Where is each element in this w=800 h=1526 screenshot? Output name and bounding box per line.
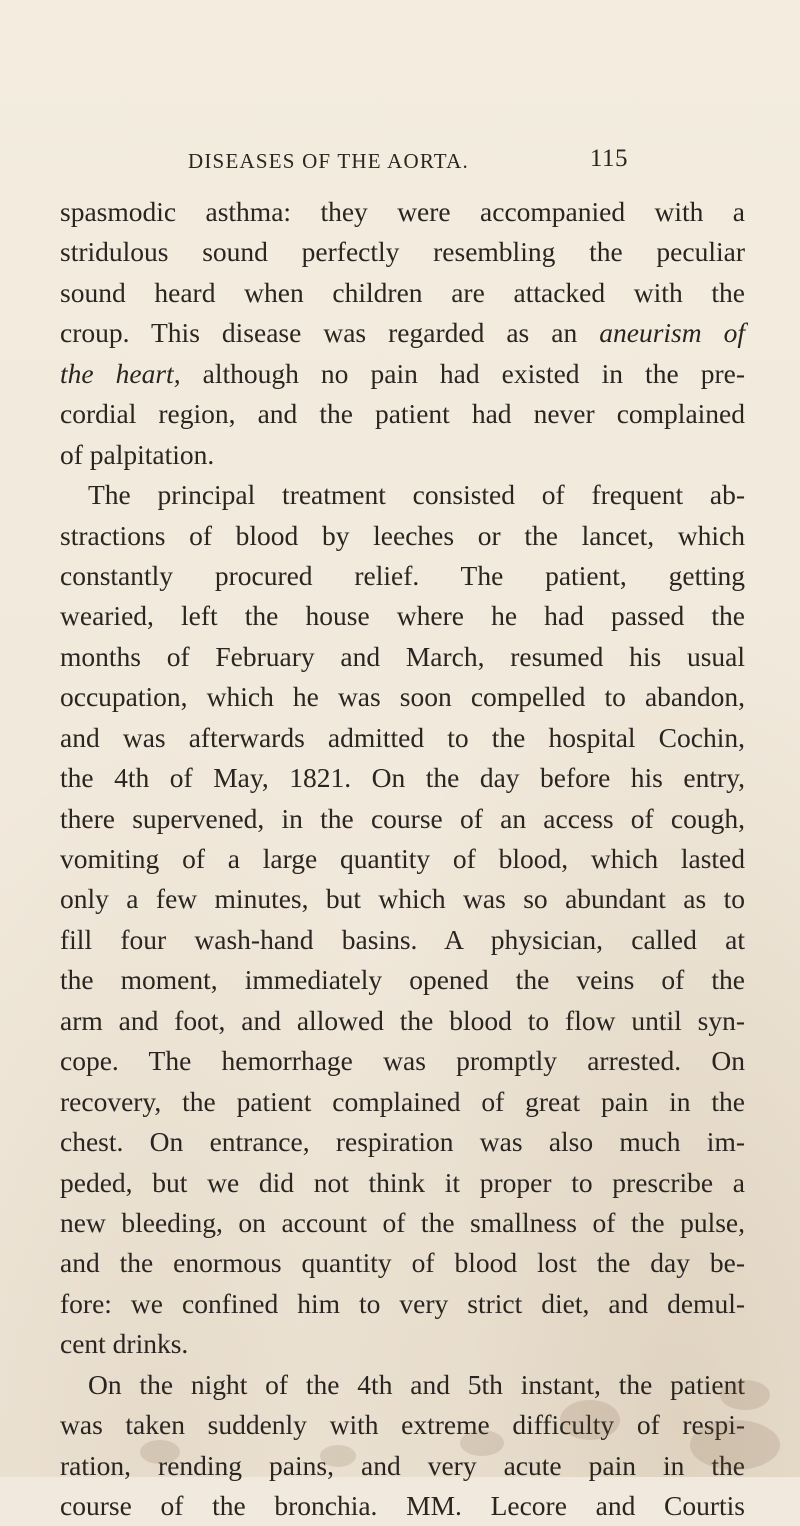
italic-phrase: aneurism of	[599, 317, 746, 349]
text-line: sound heard when children are attacked with the	[60, 276, 745, 308]
text-line: stridulous sound perfectly resembling the peculiar	[60, 236, 745, 268]
text-line: ration, rending pains, and very acute pain in the	[60, 1449, 745, 1481]
text-line: and was afterwards admitted to the hospital Cochin,	[60, 721, 745, 753]
text-line: there supervened, in the course of an access of cough,	[60, 802, 745, 834]
text-line	[60, 354, 745, 394]
text-line: occupation, which he was soon compelled to abandon,	[60, 681, 745, 713]
paper-stain	[720, 1380, 770, 1410]
text-line: peded, but we did not think it proper to prescribe a	[60, 1166, 745, 1198]
text-line: was taken suddenly with extreme difficulty of respi-	[60, 1409, 745, 1441]
text-line: only a few minutes, but which was so abundant as to	[60, 883, 745, 915]
text-line: spasmodic asthma: they were accompanied with a	[60, 196, 745, 227]
text-line: wearied, left the house where he had passed the	[60, 600, 745, 632]
text-line: constantly procured relief. The patient, getting	[60, 559, 745, 591]
text-line: stractions of blood by leeches or the lancet, which	[60, 519, 745, 551]
text-line: and the enormous quantity of blood lost the day be-	[60, 1247, 745, 1279]
text-line: course of the bronchia. MM. Lecore and Courtis	[60, 1490, 745, 1521]
text-line: of palpitation.	[60, 438, 215, 470]
paper-stain	[140, 1440, 180, 1464]
italic-phrase: the heart,	[60, 357, 181, 389]
text-line: cope. The hemorrhage was promptly arrested. On	[60, 1045, 745, 1077]
text-line: fill four wash-hand basins. A physician, called at	[60, 923, 745, 955]
text-line: the moment, immediately opened the veins of the	[60, 964, 745, 996]
text-line: recovery, the patient complained of great pain in the	[60, 1085, 745, 1117]
text-run: croup. This disease was regarded as an	[60, 317, 578, 349]
text-line: vomiting of a large quantity of blood, which lasted	[60, 843, 745, 874]
text-line: the 4th of May, 1821. On the day before his entry,	[60, 762, 745, 794]
page-number: 115	[589, 145, 628, 172]
paper-stain	[320, 1445, 356, 1467]
paper-stain	[560, 1400, 620, 1440]
text-line	[60, 313, 745, 353]
text-line: fore: we confined him to very strict diet, and demul-	[60, 1287, 745, 1319]
running-title: DISEASES OF THE AORTA.	[188, 149, 469, 173]
paper-stain	[460, 1430, 504, 1456]
text-line: new bleeding, on account of the smallness of the pulse,	[60, 1206, 745, 1238]
text-line: cent drinks.	[60, 1328, 189, 1360]
paragraph-first-line: On the night of the 4th and 5th instant, the patient	[88, 1368, 745, 1400]
text-line: cordial region, and the patient had never complained	[60, 398, 745, 430]
paragraph-first-line: The principal treatment consisted of frequent ab-	[88, 479, 745, 511]
running-head	[188, 145, 628, 177]
paper-stain	[690, 1420, 780, 1470]
text-line: chest. On entrance, respiration was also much im-	[60, 1126, 745, 1158]
text-line: months of February and March, resumed his usual	[60, 640, 745, 672]
text-run: although no pain had existed in the pre-	[202, 357, 745, 389]
body-text	[60, 192, 745, 1526]
text-line: arm and foot, and allowed the blood to flow until syn-	[60, 1004, 745, 1036]
